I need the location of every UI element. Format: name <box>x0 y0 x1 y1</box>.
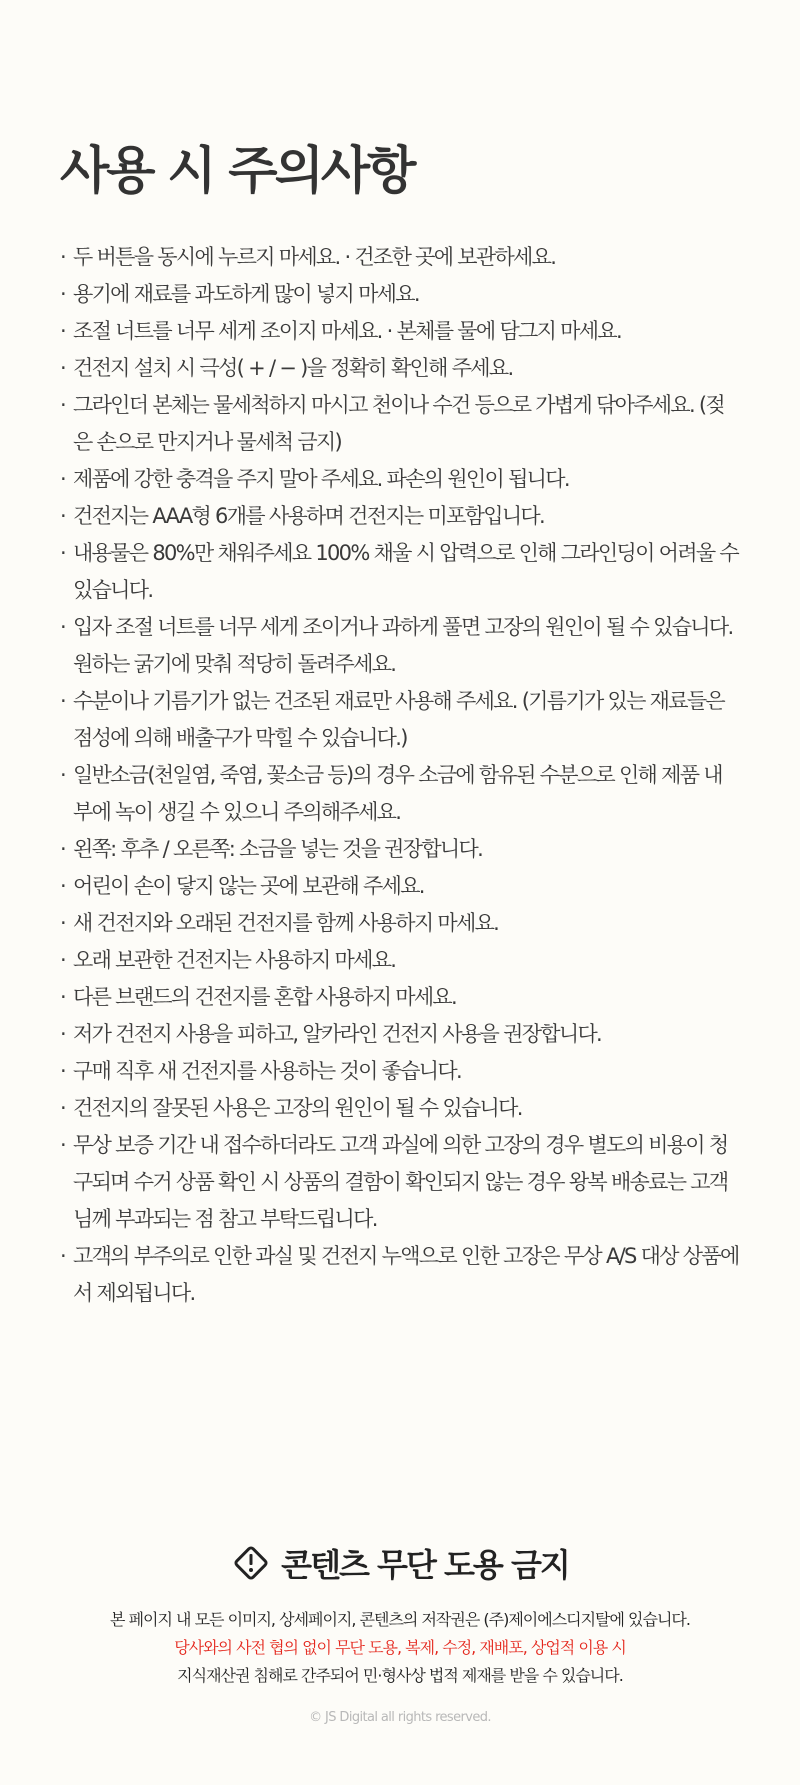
caution-item-text: 고객의 부주의로 인한 과실 및 건전지 누액으로 인한 고장은 무상 A/S 대상 상품에서 제외됩니다. <box>73 1244 739 1305</box>
bullet: · <box>60 1022 65 1046</box>
bullet: · <box>60 1096 65 1120</box>
caution-item <box>60 498 740 535</box>
bullet: · <box>60 319 65 343</box>
copyright-text: © JS Digital all rights reserved. <box>309 1710 491 1725</box>
caution-item-text: 구매 직후 새 건전지를 사용하는 것이 좋습니다. <box>73 1059 461 1083</box>
caution-list <box>60 239 740 1312</box>
caution-item-text: 새 건전지와 오래된 건전지를 함께 사용하지 마세요. <box>73 911 499 935</box>
caution-item <box>60 1127 740 1238</box>
caution-item-text: 제품에 강한 충격을 주지 말아 주세요. 파손의 원인이 됩니다. <box>73 467 569 491</box>
bullet: · <box>60 356 65 380</box>
caution-item-text: 건전지 설치 시 극성( + / − )을 정확히 확인해 주세요. <box>73 356 513 380</box>
bullet: · <box>60 504 65 528</box>
caution-item <box>60 979 740 1016</box>
caution-item-text: 두 버튼을 동시에 누르지 마세요. · 건조한 곳에 보관하세요. <box>73 245 556 269</box>
caution-item-text: 왼쪽: 후추 / 오른쪽: 소금을 넣는 것을 권장합니다. <box>73 837 483 861</box>
bullet: · <box>60 615 65 639</box>
caution-item <box>60 350 740 387</box>
caution-item <box>60 868 740 905</box>
caution-item-text: 저가 건전지 사용을 피하고, 알카라인 건전지 사용을 권장합니다. <box>73 1022 602 1046</box>
bullet: · <box>60 763 65 787</box>
bullet: · <box>60 948 65 972</box>
caution-item <box>60 276 740 313</box>
bullet: · <box>60 911 65 935</box>
bullet: · <box>60 689 65 713</box>
caution-title: 사용 시 주의사항 <box>60 142 414 201</box>
caution-item <box>60 609 740 683</box>
caution-item <box>60 1053 740 1090</box>
caution-item <box>60 831 740 868</box>
caution-item-text: 내용물은 80%만 채워주세요 100% 채울 시 압력으로 인해 그라인딩이 어려울 수 있습니다. <box>73 541 738 602</box>
caution-item-text: 건전지는 AAA형 6개를 사용하며 건전지는 미포함입니다. <box>73 504 544 528</box>
caution-item <box>60 1238 740 1312</box>
bullet: · <box>60 245 65 269</box>
caution-item-text: 그라인더 본체는 물세척하지 마시고 천이나 수건 등으로 가볍게 닦아주세요. (젖은 손으로 만지거나 물세척 금지) <box>73 393 724 454</box>
bullet: · <box>60 467 65 491</box>
copyright-notice <box>0 1538 800 1725</box>
caution-item <box>60 905 740 942</box>
caution-item <box>60 387 740 461</box>
notice-body <box>0 1606 800 1690</box>
caution-item <box>60 1090 740 1127</box>
bullet: · <box>60 1244 65 1268</box>
notice-title: 콘텐츠 무단 도용 금지 <box>281 1546 569 1584</box>
caution-item <box>60 757 740 831</box>
caution-item-text: 무상 보증 기간 내 접수하더라도 고객 과실에 의한 고장의 경우 별도의 비용이 청구되며 수거 상품 확인 시 상품의 결함이 확인되지 않는 경우 왕복 배송료는 고객님께 부과되는 점 참고 부탁드립니다. <box>73 1133 728 1231</box>
caution-item <box>60 535 740 609</box>
caution-item <box>60 683 740 757</box>
warning-diamond-icon <box>231 1543 271 1583</box>
caution-item <box>60 461 740 498</box>
caution-item <box>60 313 740 350</box>
caution-item-text: 조절 너트를 너무 세게 조이지 마세요. · 본체를 물에 담그지 마세요. <box>73 319 621 343</box>
bullet: · <box>60 874 65 898</box>
caution-item-text: 다른 브랜드의 건전지를 혼합 사용하지 마세요. <box>73 985 456 1009</box>
bullet: · <box>60 985 65 1009</box>
caution-item-text: 어린이 손이 닿지 않는 곳에 보관해 주세요. <box>73 874 424 898</box>
caution-item <box>60 239 740 276</box>
notice-line-ownership: 본 페이지 내 모든 이미지, 상세페이지, 콘텐츠의 저작권은 (주)제이에스디지탈에 있습니다. <box>110 1610 690 1629</box>
caution-item <box>60 942 740 979</box>
caution-item-text: 오래 보관한 건전지는 사용하지 마세요. <box>73 948 396 972</box>
caution-item-text: 수분이나 기름기가 없는 건조된 재료만 사용해 주세요. (기름기가 있는 재료들은 점성에 의해 배출구가 막힐 수 있습니다.) <box>73 689 724 750</box>
bullet: · <box>60 393 65 417</box>
caution-item-text: 입자 조절 너트를 너무 세게 조이거나 과하게 풀면 고장의 원인이 될 수 있습니다. 원하는 굵기에 맞춰 적당히 돌려주세요. <box>73 615 733 676</box>
notice-header <box>0 1538 800 1588</box>
bullet: · <box>60 1133 65 1157</box>
caution-item-text: 건전지의 잘못된 사용은 고장의 원인이 될 수 있습니다. <box>73 1096 522 1120</box>
caution-item <box>60 1016 740 1053</box>
caution-item-text: 일반소금(천일염, 죽염, 꽃소금 등)의 경우 소금에 함유된 수분으로 인해 제품 내부에 녹이 생길 수 있으니 주의해주세요. <box>73 763 722 824</box>
caution-item-text: 용기에 재료를 과도하게 많이 넣지 마세요. <box>73 282 419 306</box>
caution-section <box>60 142 740 1312</box>
bullet: · <box>60 282 65 306</box>
bullet: · <box>60 837 65 861</box>
bullet: · <box>60 541 65 565</box>
notice-line-warning: 당사와의 사전 협의 없이 무단 도용, 복제, 수정, 재배포, 상업적 이용 시 <box>174 1638 626 1657</box>
notice-line-sanction: 지식재산권 침해로 간주되어 민·형사상 법적 제재를 받을 수 있습니다. <box>177 1666 623 1685</box>
bullet: · <box>60 1059 65 1083</box>
